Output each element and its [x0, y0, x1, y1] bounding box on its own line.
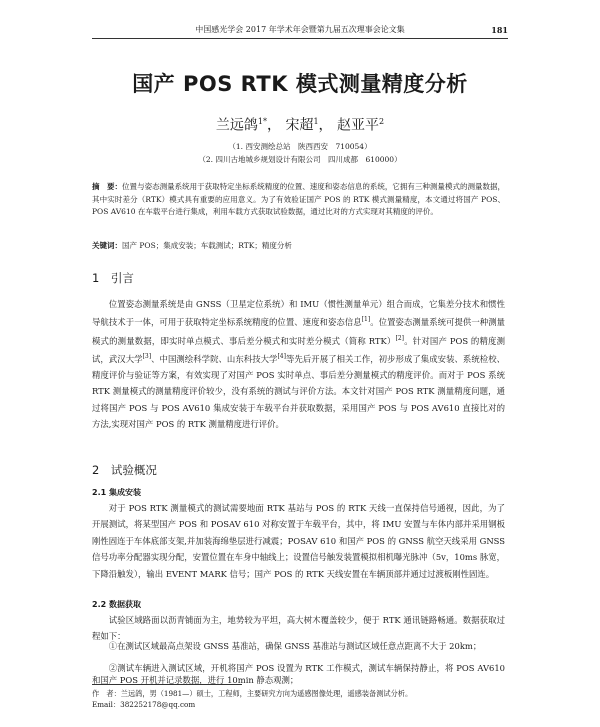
section-heading: 2 试验概况: [92, 463, 157, 477]
footnote: [92, 688, 505, 710]
keywords-text: 国产 POS；集成安装；车载测试；RTK；精度分析: [122, 241, 292, 250]
footnote-divider: [92, 684, 242, 685]
affiliation: （1. 西安测绘总站 陕西西安 710054）: [228, 142, 372, 151]
author-name: 兰远鸽: [215, 117, 258, 134]
author-mark: 1: [313, 117, 319, 126]
abstract-label: 摘 要：: [92, 182, 123, 191]
paragraph-text: 。位置姿态测量系统可提供一种测量模式的测量数据，即实时单点模式、事后差分模式和实时差分模式（简称 RTK）: [92, 317, 506, 346]
citation-ref: [4]: [277, 352, 286, 360]
author-mark: 1*: [257, 117, 267, 126]
body-paragraph: [92, 296, 505, 433]
paragraph-text: 、中国测绘科学院、山东科技大学: [151, 353, 278, 364]
body-paragraph: ②测试车辆进入测试区域，开机将国产 POS 设置为 RTK 工作模式，测试车辆保持静止，将 POS AV610 和国产 POS 开机并记录数据，进行 10min 静态观测；: [92, 663, 505, 685]
paragraph-text: 。针对国产 POS 的精度测试，武汉大学: [92, 335, 505, 364]
abstract: [92, 181, 505, 219]
footnote-email: Email：382252178@qq.com: [92, 700, 196, 709]
citation-ref: [1]: [361, 316, 371, 324]
subsection-heading: 2.1 集成安装: [92, 488, 141, 497]
body-paragraph: 对于 POS RTK 测量模式的测试需要地面 RTK 基站与 POS 的 RTK 天线一直保持信号通视，因此，为了开展测试，将某型国产 POS 和 POSAV 610 对称安置于车载平台，其中，将 IMU 安置与车体内部并采用钢板刚性固连于车体底部支架,并加装海绵垫层进行减震；POSAV 610 和国产 POS 的 GNSS 航空天线采用 GNSS 信号功率分配器实现分配，安置位置在车身中轴线上；设置信号触发装置模拟相机曝光脉冲（5v，10ms 脉宽，下降沿触发），输出 EVENT MARK 信号；国产 POS 的 RTK 天线安置在车辆顶部并通过过渡板刚性固连。: [92, 503, 505, 579]
paper-title: 国产 POS RTK 模式测量精度分析: [132, 72, 468, 96]
footnote-author: 作 者：兰远鸽，男（1981—）硕士，工程师，主要研究方向为遥感图像处理，遥感装备测试分析。: [92, 689, 413, 698]
author-mark: 2: [379, 117, 385, 126]
subsection-heading: 2.2 数据获取: [92, 600, 141, 609]
paragraph-text: 位置姿态测量系统是由 GNSS（卫星定位系统）和 IMU（惯性测量单元）组合而成，它集差分技术和惯性导航技术于一体，可用于获取特定坐标系统精度的位置、速度和姿态信息: [92, 299, 505, 328]
abstract-text: 位置与姿态测量系统用于获取特定坐标系统精度的位置、速度和姿态信息的系统，它拥有三种测量模式的测量数据，其中实时差分（RTK）模式具有重要的应用意义。为了有效验证国产 POS 的 RTK 模式测量精度，本文通过将国产 POS、POS AV610 在车载平台进行集成，利用车载方式获取试验数据，通过比对的方式实现对其精度的评价。: [92, 182, 506, 216]
keywords-label: 关键词：: [92, 241, 122, 250]
affiliation: （2. 四川古地城乡规划设计有限公司 四川成都 610000）: [198, 155, 402, 164]
paragraph-text: 等先后开展了相关工作，初步形成了集成安装、系统检校、精度评价与验证等方案，有效实现了对国产 POS 实时单点、事后差分测量模式的精度评价。而对于 POS 系统 RTK 测量模式的测量精度评价较少，没有系统的测试与评价方法。本文针对国产 POS RTK 测量精度问题，通过将国产 POS 与 POS AV610 集成安装于车载平台并获取数据，采用国产 POS 与 POS AV610 直接比对的方法,实现对国产 POS 的 RTK 测量精度进行评价。: [92, 353, 506, 430]
author-list: [60, 112, 540, 136]
citation-ref: [3]: [142, 352, 152, 360]
running-header: [92, 24, 508, 39]
section-heading: 1 引言: [92, 271, 134, 285]
body-paragraph: ①在测试区域最高点架设 GNSS 基准站，确保 GNSS 基准站与测试区域任意点距离不大于 20km；: [108, 641, 482, 651]
citation-ref: [2]: [395, 334, 405, 342]
author-separator: ，: [267, 117, 281, 134]
page-number: 181: [491, 25, 508, 35]
author-separator: ，: [318, 117, 333, 134]
author-name: 宋超: [285, 117, 314, 134]
author-name: 赵亚平: [337, 117, 379, 134]
running-title: 中国感光学会 2017 年学术年会暨第九届五次理事会论文集: [195, 25, 405, 34]
keywords: [92, 240, 505, 252]
body-paragraph: 试验区域路面以沥青铺面为主，地势较为平坦，高大树木覆盖较少，便于 RTK 通讯链路畅通。数据获取过程如下：: [92, 615, 505, 642]
